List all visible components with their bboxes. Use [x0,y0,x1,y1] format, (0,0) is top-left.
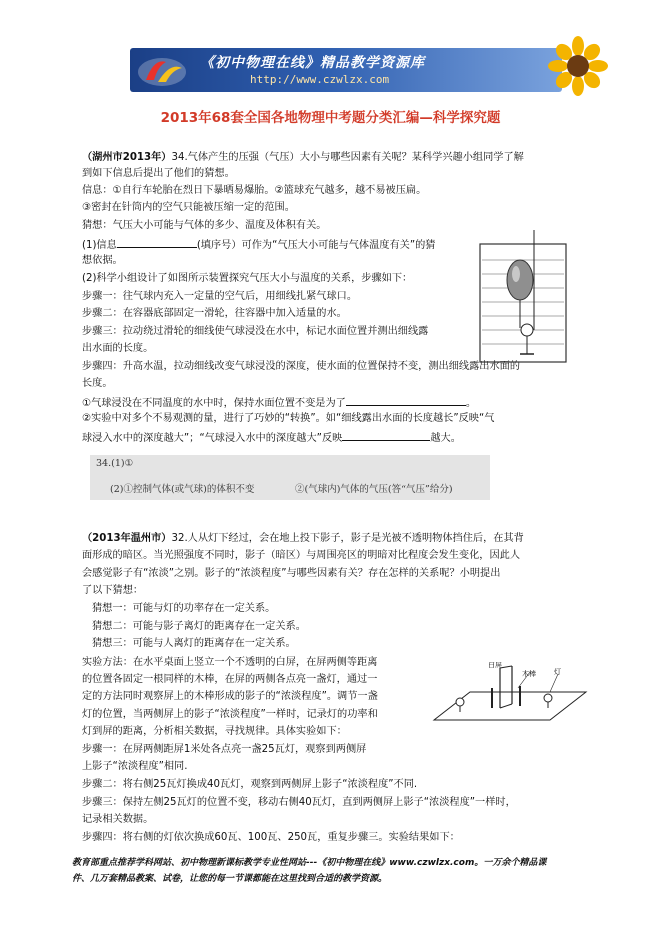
q34-answer-image [90,455,490,500]
footer-line-1: 教育部重点推荐学科网站、初中物理新课标教学专业性网站---《初中物理在线》www.czwlzx.com。一万余个精品课 [72,858,547,868]
q34-line-15: ①气球浸没在不同温度的水中时，保持水面位置不变是为了 。 [82,394,476,411]
q34-line-4: ③密封在针筒内的空气只能被压缩一定的范围。 [82,202,295,213]
answer-blank[interactable] [117,236,197,248]
q34-line-16: ②实验中对多个不易观测的量，进行了巧妙的“转换”。如“细线露出水面的长度越长”反映“气 [82,413,495,424]
q34-line-14: 长度。 [82,378,113,389]
q32-line-10: 定的方法同时观察屏上的木棒形成的影子的“浓淡程度”。调节一盏 [82,691,378,702]
balloon-apparatus-figure [478,230,570,365]
q32-guess-2: 猜想二：可能与影子离灯的距离存在一定关系。 [92,621,306,632]
q32-line-2: 面形成的暗区。当光照强度不同时，影子（暗区）与周围亮区的明暗对比程度会发生变化，因此人 [82,550,521,561]
q34-line-2: 到如下信息后提出了他们的猜想。 [82,168,235,179]
q34-line-5: 猜想：气压大小可能与气体的多少、温度及体积有关。 [82,220,327,231]
q32-line-18: 步骤四：将右侧的灯依次换成60瓦、100瓦、250瓦，重复步骤三。实验结果如下： [82,832,460,843]
q34-line-1: （湖州市2013年）34.气体产生的压强（气压）大小与哪些因素有关呢？某科学兴趣小组同学了解 [82,152,524,163]
banner-url: http://www.czwlzx.com [250,73,390,86]
answer-line-1: 34.(1)① [96,458,134,469]
q32-line-3: 会感觉影子有“浓淡”之别。影子的“浓淡程度”与哪些因素有关？存在怎样的关系呢？小明提出 [82,568,501,579]
q32-line-17: 记录相关数据。 [82,814,154,825]
q32-line-4: 了以下猜想： [82,585,144,596]
site-logo-icon [136,52,188,88]
q34-line-7: 想依据。 [82,255,123,266]
q32-guess-3: 猜想三：可能与人离灯的距离存在一定关系。 [92,638,296,649]
q34-line-10: 步骤二：在容器底部固定一滑轮，往容器中加入适量的水。 [82,308,347,319]
answer-blank[interactable] [346,394,466,406]
shadow-experiment-figure [430,662,588,730]
q34-line-6: (1)信息 (填序号）可作为“气压大小可能与气体温度有关”的猜 [82,236,435,253]
q32-line-9: 的位置各固定一根同样的木棒，在屏的两侧各点亮一盏灯，通过一 [82,674,378,685]
q32-line-13: 步骤一：在屏两侧距屏1米处各点亮一盏25瓦灯，观察到两侧屏 [82,744,367,755]
q32-source: （2013年温州市） [82,533,172,544]
q34-line-17: 球浸入水中的深度越大”；“气球浸入水中的深度越大”反映 越大。 [82,429,461,446]
answer-line-3: ②(气球内)气体的气压(答“气压”给分) [295,484,453,495]
q32-line-11: 灯的位置，当两侧屏上的影子“浓淡程度”一样时，记录灯的功率和 [82,709,378,720]
q32-line-1: （2013年温州市）32.人从灯下经过，会在地上投下影子，影子是光被不透明物体挡住后，在其背 [82,533,524,544]
q32-line-16: 步骤三：保持左侧25瓦灯的位置不变，移动右侧40瓦灯，直到两侧屏上影子“浓淡程度”一样时， [82,797,516,808]
q32-guess-1: 猜想一：可能与灯的功率存在一定关系。 [92,603,276,614]
sunflower-icon [548,36,608,96]
q34-source: （湖州市2013年） [82,152,172,163]
q32-line-12: 灯到屏的距离，分析相关数据，寻找规律。具体实验如下： [82,726,347,737]
figure-label-screen: 白屏 [488,662,502,669]
document-title: 2013年68套全国各地物理中考题分类汇编—科学探究题 [160,110,501,126]
figure-label-stick: 木棒 [522,670,536,678]
q34-line-3: 信息：①自行车轮胎在烈日下暴晒易爆胎。②篮球充气越多，越不易被压扁。 [82,185,427,196]
banner-title: 《初中物理在线》精品教学资源库 [200,55,425,71]
footer-line-2: 件、几万套精品教案、试卷，让您的每一节课都能在这里找到合适的教学资源。 [72,874,388,884]
answer-line-2: (2)①控制气体(或气球)的体积不变 [110,484,255,495]
q32-line-15: 步骤二：将右侧25瓦灯换成40瓦灯，观察到两侧屏上影子“浓淡程度”不同. [82,779,418,790]
q34-line-12: 出水面的长度。 [82,343,154,354]
q34-line-8: (2)科学小组设计了如图所示装置探究气压大小与温度的关系，步骤如下： [82,273,413,284]
header-banner [130,48,562,92]
figure-label-lamp: 灯 [554,668,561,676]
q34-line-11: 步骤三：拉动绕过滑轮的细线使气球浸没在水中，标记水面位置并测出细线露 [82,326,429,337]
q32-line-14: 上影子“浓淡程度”相同. [82,761,188,772]
q32-line-8: 实验方法：在水平桌面上竖立一个不透明的白屏，在屏两侧等距离 [82,657,378,668]
q34-line-9: 步骤一：往气球内充入一定量的空气后，用细线扎紧气球口。 [82,291,358,302]
answer-blank[interactable] [342,429,430,441]
q34-line-13: 步骤四：升高水温，拉动细线改变气球浸没的深度，使水面的位置保持不变，测出细线露出水面的 [82,361,521,372]
